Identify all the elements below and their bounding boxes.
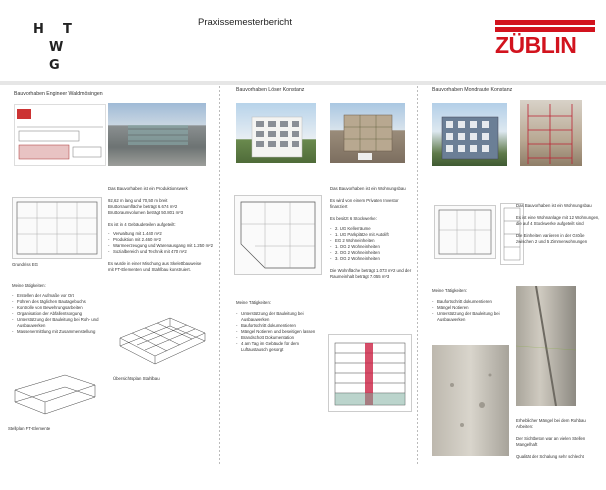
list-item: - Massenermittlung mit Zusammenstellung (17, 329, 108, 335)
description-line: Qualität der Schalung sehr schlecht (516, 454, 584, 459)
description-line: Bruttoraumvolumen beträgt 50.801 m³3 (108, 210, 183, 215)
list-item: - Mängel Notieren und beseitigen lassen (241, 329, 326, 335)
list-item: - 1. UG Parkplätze mit Autolift (335, 232, 416, 238)
building-parts-list (108, 231, 218, 255)
concrete-wall-svg (516, 286, 576, 406)
steel-structure-drawing (110, 298, 210, 370)
column-divider (219, 86, 220, 466)
elevation-drawing-svg (15, 105, 105, 165)
logo-letter-w: W (49, 40, 64, 55)
construction-photo (330, 103, 405, 163)
tasks-block (12, 283, 108, 335)
list-item: - Baufortschritt dokumentieren (437, 299, 512, 305)
description-line: Es besitzt 6 Stockwerke: (330, 216, 377, 221)
floors-list (330, 226, 416, 262)
description-line: Die Einheiten variieren in der Größe (516, 233, 585, 238)
description-line: Mangelhaft (516, 442, 538, 447)
description-line: mit FT-Elementen und Stahlbau konstruiert. (108, 267, 191, 272)
ft-elements-svg (10, 370, 100, 420)
list-item: - Unterstützung der Bauleitung bei Roh- und Ausbauwerken (17, 317, 108, 329)
list-item: - Warmeerzeugung und Warenausgang mit 1.250 m²2 (113, 243, 218, 249)
list-item: - Organisation der Abfallentsorgung (17, 311, 108, 317)
scaffolding-photo (520, 100, 582, 166)
zublin-logo (495, 20, 595, 56)
list-item: - Baufortschritt dokumentieren (241, 323, 326, 329)
defects-description (516, 418, 606, 460)
project-heading: Bauvorhaben Engineer Waldmösingen (14, 91, 103, 97)
description-line: Raumeinhalt beträgt 7.055 m³3 (330, 274, 390, 279)
project-description (516, 203, 604, 245)
building-photo-svg (432, 103, 507, 166)
floor-plan-svg (235, 196, 321, 274)
site-photo (108, 103, 206, 166)
description-line: Es wurde in einer Mischung aus Skelettbauweise (108, 261, 202, 266)
list-item: - 1. OG 2 Wohneinheiten (335, 244, 416, 250)
steel-plan-label: Übersichtsplan Stahlbau (113, 376, 160, 381)
floor-plan-svg (435, 206, 495, 258)
floor-plan (434, 205, 496, 259)
description-line: Das Bauvorhaben ist ein Wohnungsbau (516, 203, 592, 208)
description-line: Das Bauvorhaben ist ein Produktionswerk (108, 186, 188, 191)
project-heading: Bauvorhaben Löser Konstanz (236, 87, 305, 93)
floor-plan-svg (13, 198, 101, 258)
project-heading: Bauvorhaben Mondraute Konstanz (432, 87, 513, 93)
drawing-detail (17, 109, 31, 119)
list-item: - 2. UG Kellerräume (335, 226, 416, 232)
logo-letter-t: T (63, 22, 72, 37)
tasks-block (236, 300, 326, 353)
list-item: - Produktion mit 2.460 m²2 (113, 237, 218, 243)
concrete-defect-svg (432, 345, 509, 456)
list-item: - 3. OG 2 Wohneinheiten (335, 256, 416, 262)
ft-elements-drawing (10, 370, 100, 420)
list-item: - 2. OG 2 Wohneinheiten (335, 250, 416, 256)
description-line: Erheblicher Mängel bei dem Rohbau (516, 418, 586, 423)
project-description (330, 186, 416, 280)
description-line: Es ist in 4 Gebäudeteilen aufgeteilt: (108, 222, 176, 227)
list-item: - EG 2 Wohneinheiten (335, 238, 416, 244)
scaffolding-photo-svg (520, 100, 582, 166)
tasks-heading: Meine tätigkeiten: (12, 283, 46, 288)
tasks-heading: Meine Tätigkeiten: (432, 288, 468, 293)
header-divider (0, 81, 606, 85)
list-item: - Verwaltung mit 1.440 m²2 (113, 231, 218, 237)
description-line: Das Bauvorhaben ist ein Wohnungsbau (330, 186, 406, 191)
construction-photo-svg (330, 103, 405, 163)
tasks-heading: Meine Tätigkeiten: (236, 300, 272, 305)
company-name: ZÜBLIN (495, 32, 577, 58)
facade-red (19, 145, 69, 159)
concrete-defect-photo (432, 345, 509, 456)
description-line: Arbeiten: (516, 424, 534, 429)
description-line: Es ist eine Wohnanlage mit 12 Wohnungen, (516, 215, 600, 220)
section-drawing-svg (329, 335, 411, 411)
list-item: - Führen des täglichen Bautagebuchs (17, 299, 108, 305)
description-line: Es wird von einem Privaten Investor finanziert (330, 198, 399, 209)
description-line: die auf 4 Stockwerke aufgeteilt sind (516, 221, 584, 226)
building-photo (432, 103, 507, 166)
plan-label: Grundriss EG (12, 262, 39, 267)
steel-structure-svg (110, 298, 210, 370)
logo-letter-h: H (33, 22, 44, 37)
list-item: - Unterstützung der Bauleitung bei Ausbauwerken (241, 311, 326, 323)
concrete-wall-photo (516, 286, 576, 406)
logo-letter-g: G (49, 58, 60, 73)
list-item: - Kontrolle von Bewehrungsarbeiten (17, 305, 108, 311)
ft-elements-label: Stellplan FT-Elemente (8, 426, 51, 431)
list-item: - Sozialbereich und Technik mit 470 m²2 (113, 249, 218, 255)
description-line: Der Sichtbeton war an vielen Stellen (516, 436, 586, 441)
list-item: - Erstellen der Aufmaße vor Ort (17, 293, 108, 299)
list-item: - 4 am Tag im Gebäude für dem Luftaustausch gesorgt (241, 341, 326, 353)
description-line: Die Wohnfläche beträgt 1.073 m²2 und der (330, 268, 412, 273)
floor-plan (12, 197, 102, 259)
column-divider (417, 86, 418, 466)
building-photo-svg (236, 103, 316, 163)
floor-plan (234, 195, 322, 275)
description-line: Bruttorraumfläche beträgt 6.674 m²2 (108, 204, 178, 209)
description-line: zwischen 2 und 5 Zimmerwohnungen (516, 239, 588, 244)
project-description (108, 186, 218, 273)
building-photo (236, 103, 316, 163)
logo-bar (495, 20, 595, 25)
list-item: - Mängel Notieren (437, 305, 512, 311)
tasks-list (236, 311, 326, 353)
tasks-list (432, 299, 512, 323)
list-item: - Brandschott Dokumentation (241, 335, 326, 341)
elevation-drawing (14, 104, 106, 166)
list-item: - Unterstützung der Bauleitung bei Ausbauwerken (437, 311, 512, 323)
tasks-list (12, 293, 108, 335)
description-line: 92,62 m lang und 70,50 m breit (108, 198, 168, 203)
site-photo-svg (108, 103, 206, 166)
tasks-block (432, 288, 512, 323)
page-title: Praxissemesterbericht (198, 17, 292, 28)
section-drawing (328, 334, 412, 412)
